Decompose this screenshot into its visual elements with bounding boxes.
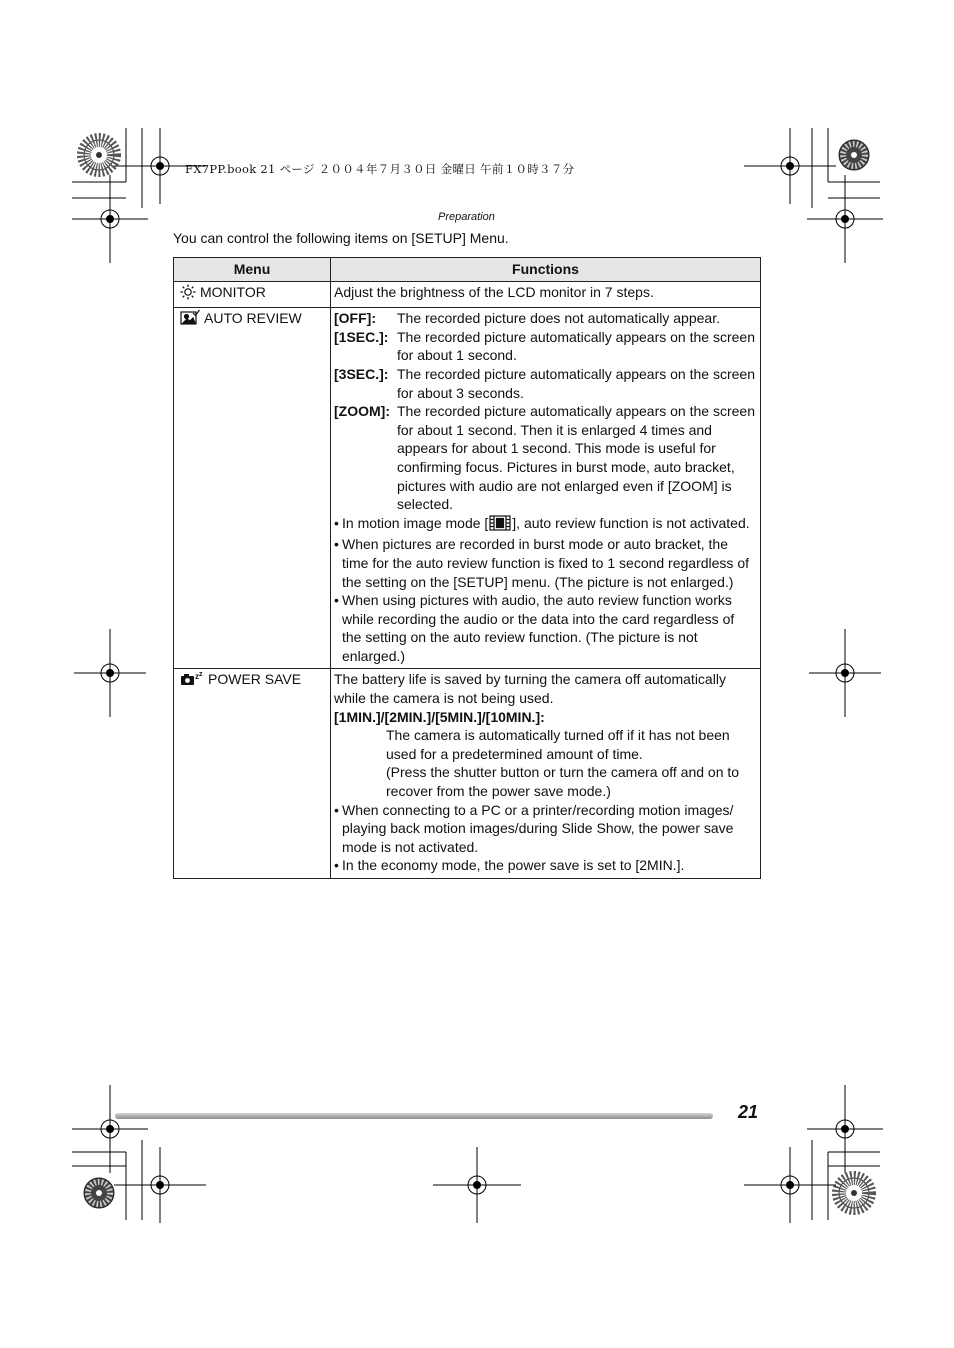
- option-zoom: [334, 402, 757, 514]
- note-burst-mode: [334, 535, 757, 591]
- footer-bar: [115, 1113, 713, 1119]
- svg-text:z: z: [199, 671, 203, 679]
- bullet: •: [334, 514, 339, 531]
- note-economy-mode: [334, 856, 757, 875]
- note-text: When using pictures with audio, the auto review function works while recording the audio or the data into the card regardless of the setting on the auto review function. (The picture is not enlarged.): [342, 592, 735, 664]
- menu-cell-monitor: [174, 281, 331, 308]
- bullet: •: [334, 801, 339, 818]
- note-motion-image: [334, 514, 757, 536]
- option-off: [334, 309, 757, 328]
- power-save-options-note: (Press the shutter button or turn the camera off and on to recover from the power save mode.): [386, 764, 740, 800]
- page-number: 21: [738, 1102, 759, 1122]
- note-text: In the economy mode, the power save is set to [2MIN.].: [342, 857, 685, 874]
- menu-column-header: Menu: [174, 258, 331, 282]
- option-key: [3SEC.]:: [334, 365, 389, 382]
- table-header-row: [174, 258, 761, 282]
- bullet: •: [334, 536, 339, 553]
- auto-review-icon: [180, 309, 200, 331]
- note-pc-connection: [334, 801, 757, 857]
- function-cell-monitor: Adjust the brightness of the LCD monitor in 7 steps.: [331, 281, 761, 308]
- section-label: Preparation: [438, 211, 495, 223]
- option-text: The recorded picture does not automatically appear.: [397, 310, 720, 327]
- note-text: [342, 514, 757, 536]
- note-text: When pictures are recorded in burst mode or auto bracket, the time for the auto review function is fixed to 1 second regardless of the setting on the [SETUP] menu. (The picture is not enlarged.): [342, 536, 749, 590]
- file-header: FX7PP.book 21 ページ ２００４年７月３０日 金曜日 午前１０時３７分: [185, 162, 575, 176]
- table-row-monitor: [174, 281, 761, 308]
- menu-cell-auto-review: [174, 308, 331, 669]
- power-save-camera-icon: [180, 670, 204, 692]
- svg-text:z: z: [195, 672, 199, 682]
- option-key: [OFF]:: [334, 310, 376, 327]
- option-key: [1SEC.]:: [334, 328, 389, 345]
- option-text: The recorded picture automatically appears on the screen for about 1 second. Then it is enlarged 4 times and appears for about 1 second. This mode is useful for confirming focus. Pictures in burst mode, auto bracket, pictures with audio are not enlarged even if [ZOOM] is selected.: [397, 403, 755, 513]
- option-1sec: [334, 328, 757, 365]
- option-3sec: [334, 365, 757, 402]
- setup-menu-table: [173, 257, 761, 879]
- brightness-sun-icon: [180, 284, 196, 305]
- note-audio: [334, 591, 757, 665]
- bullet: •: [334, 592, 339, 609]
- menu-label-monitor: MONITOR: [200, 283, 266, 300]
- option-key: [ZOOM]:: [334, 403, 390, 420]
- note-text-pre: In motion image mode [: [342, 514, 489, 531]
- note-text-post: ], auto review function is not activated.: [512, 514, 750, 531]
- power-save-options-label: [1MIN.]/[2MIN.]/[5MIN.]/[10MIN.]:: [334, 708, 545, 725]
- option-text: The recorded picture automatically appears on the screen for about 1 second.: [397, 328, 755, 364]
- bullet: •: [334, 857, 339, 874]
- table-row-power-save: [174, 669, 761, 879]
- intro-text: You can control the following items on [SETUP] Menu.: [173, 230, 509, 246]
- functions-column-header: Functions: [331, 258, 761, 282]
- menu-label-auto-review: AUTO REVIEW: [204, 310, 302, 327]
- power-save-options-text: The camera is automatically turned off if it has not been used for a predetermined amount of time.: [386, 727, 730, 762]
- option-text: The recorded picture automatically appears on the screen for about 3 seconds.: [397, 365, 755, 401]
- motion-image-film-icon: [489, 515, 511, 536]
- menu-label-power-save: POWER SAVE: [208, 671, 302, 688]
- power-save-intro: The battery life is saved by turning the camera off automatically while the camera is not being used.: [334, 671, 726, 707]
- menu-cell-power-save: [174, 669, 331, 879]
- function-cell-auto-review: [331, 308, 761, 669]
- table-row-auto-review: [174, 308, 761, 669]
- function-cell-power-save: [331, 669, 761, 879]
- note-text: When connecting to a PC or a printer/recording motion images/ playing back motion images/during Slide Show, the power save mode is not activated.: [342, 801, 734, 855]
